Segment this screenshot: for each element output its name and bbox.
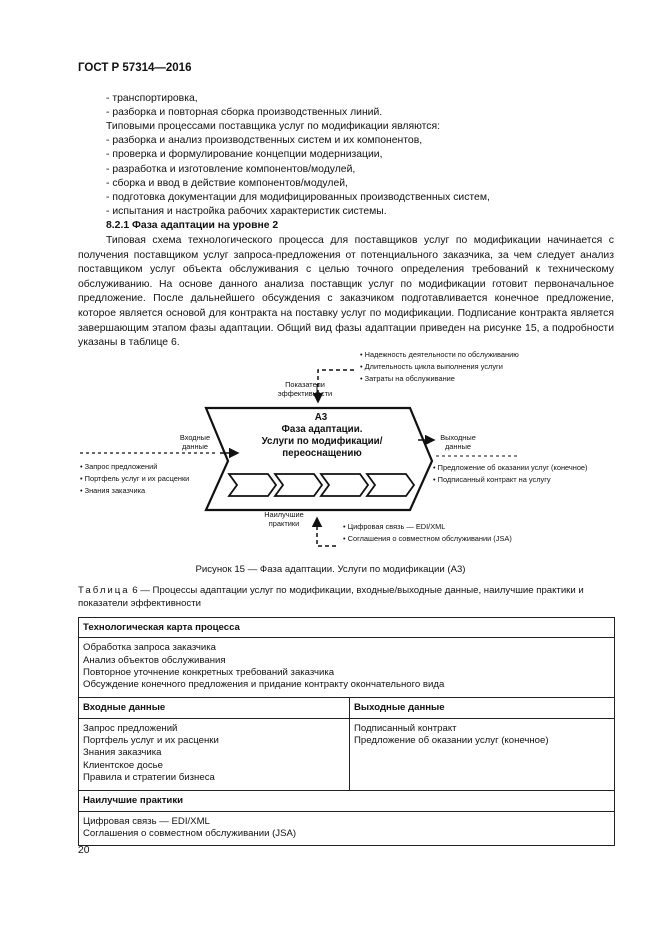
output-item: • Предложение об оказании услуг (конечное) [433,463,588,472]
process-map-cell [79,638,615,698]
practices-label: Наилучшие [264,510,304,519]
body-paragraph: Типовая схема технологического процесса для поставщиков услуг по модификации начинается с получения поставщиком услуг запроса-предложения от потенциального заказчика, за чем следует анализ поставщиком услуг объекта обслуживания с целью точного определения требований к техническому обслуживанию. На основе данного анализа поставщик услуг по модификации готовит первоначальное предложение. После дальнейшего обсуждения с заказчиком подготавливается конечное предложение, которое является основой для контракта на поставку услуг по модификации. Подписание контракта является завершающим этапом фазы адаптации. Общий вид фазы адаптации приведен на рисунке 15, а подробности указаны в таблице 6. [78,235,614,349]
phase-title: переоснащению [282,448,362,459]
kpi-item: • Длительность цикла выполнения услуги [360,362,503,371]
list-item: - разработка и изготовление компонентов/модулей, [106,164,356,175]
kpi-item: • Затраты на обслуживание [360,374,455,383]
kpi-label: эффективности [277,389,333,398]
practice-item: • Соглашения о совместном обслуживании (JSA) [343,534,512,543]
input-item: • Запрос предложений [80,462,158,471]
phase-code: А3 [314,412,328,423]
outputs-label: Выходные [440,433,476,442]
inputs-label: Входные [179,433,211,442]
inputs-label: данные [181,442,208,451]
outputs-label: данные [444,442,471,451]
kpi-label: Показатели [285,380,325,389]
process-step [275,474,322,496]
practice-item: • Цифровая связь — EDI/XML [343,522,446,531]
table-row: Анализ объектов обслуживания [83,654,226,666]
list-item: - транспортировка, [106,93,198,104]
table-row: Подписанный контракт [354,722,457,734]
list-item: - испытания и настройка рабочих характеристик системы. [106,206,387,217]
kpi-item: • Надежность деятельности по обслуживанию [360,350,519,359]
list-item: - разборка и анализ производственных систем и их компонентов, [106,135,423,146]
list-item: - разборка и повторная сборка производственных линий. [106,107,383,118]
table-caption-text: 6 — Процессы адаптации услуг по модификации, входные/выходные данные, наилучшие практики и показатели эффективности [78,585,584,609]
section-heading: 8.2.1 Фаза адаптации на уровне 2 [106,220,279,231]
inputs-header: Входные данные [79,698,350,718]
table-row: Знания заказчика [83,747,162,759]
inputs-cell [79,718,350,790]
table-row: Цифровая связь — EDI/XML [83,815,210,827]
practices-label: практики [268,519,300,528]
process-steps [229,474,414,496]
table-caption-label: Таблица [78,585,130,596]
phase-title: Услуги по модификации/ [261,436,383,447]
page-number: 20 [78,845,90,856]
list-item: - проверка и формулирование концепции модернизации, [106,149,383,160]
document-header: ГОСТ Р 57314—2016 [78,62,192,74]
input-item: • Портфель услуг и их расценки [80,474,190,483]
input-item: • Знания заказчика [80,486,146,495]
table-row: Портфель услуг и их расценки [83,735,219,747]
table-caption [78,585,614,610]
process-step [367,474,414,496]
process-table [78,617,615,846]
output-item: • Подписанный контракт на услугу [433,475,551,484]
practices-arrow [317,518,336,546]
figure-caption: Рисунок 15 — Фаза адаптации. Услуги по модификации (А3) [195,564,466,575]
table-row: Правила и стратегии бизнеса [83,771,215,783]
outputs-cell [350,718,615,790]
practices-header: Наилучшие практики [79,791,615,811]
phase-title: Фаза адаптации. [281,424,363,435]
table-row: Обработка запроса заказчика [83,642,217,654]
outputs-header: Выходные данные [350,698,615,718]
table-row: Соглашения о совместном обслуживании (JSA) [83,827,297,839]
table-row: Обсуждение конечного предложения и придание контракту окончательного вида [83,679,445,691]
process-map-header: Технологическая карта процесса [79,618,615,638]
table-row: Запрос предложений [83,722,178,734]
list-item: - сборка и ввод в действие компонентов/модулей, [106,178,348,189]
process-step [321,474,368,496]
list-item: - подготовка документации для модифицированных производственных систем, [106,192,490,203]
process-step [229,474,276,496]
table-row: Повторное уточнение конкретных требований заказчика [83,666,335,678]
practices-cell [79,811,615,846]
processes-intro: Типовыми процессами поставщика услуг по модификации являются: [106,121,440,132]
table-row: Клиентское досье [83,759,163,771]
table-row: Предложение об оказании услуг (конечное) [354,735,549,747]
